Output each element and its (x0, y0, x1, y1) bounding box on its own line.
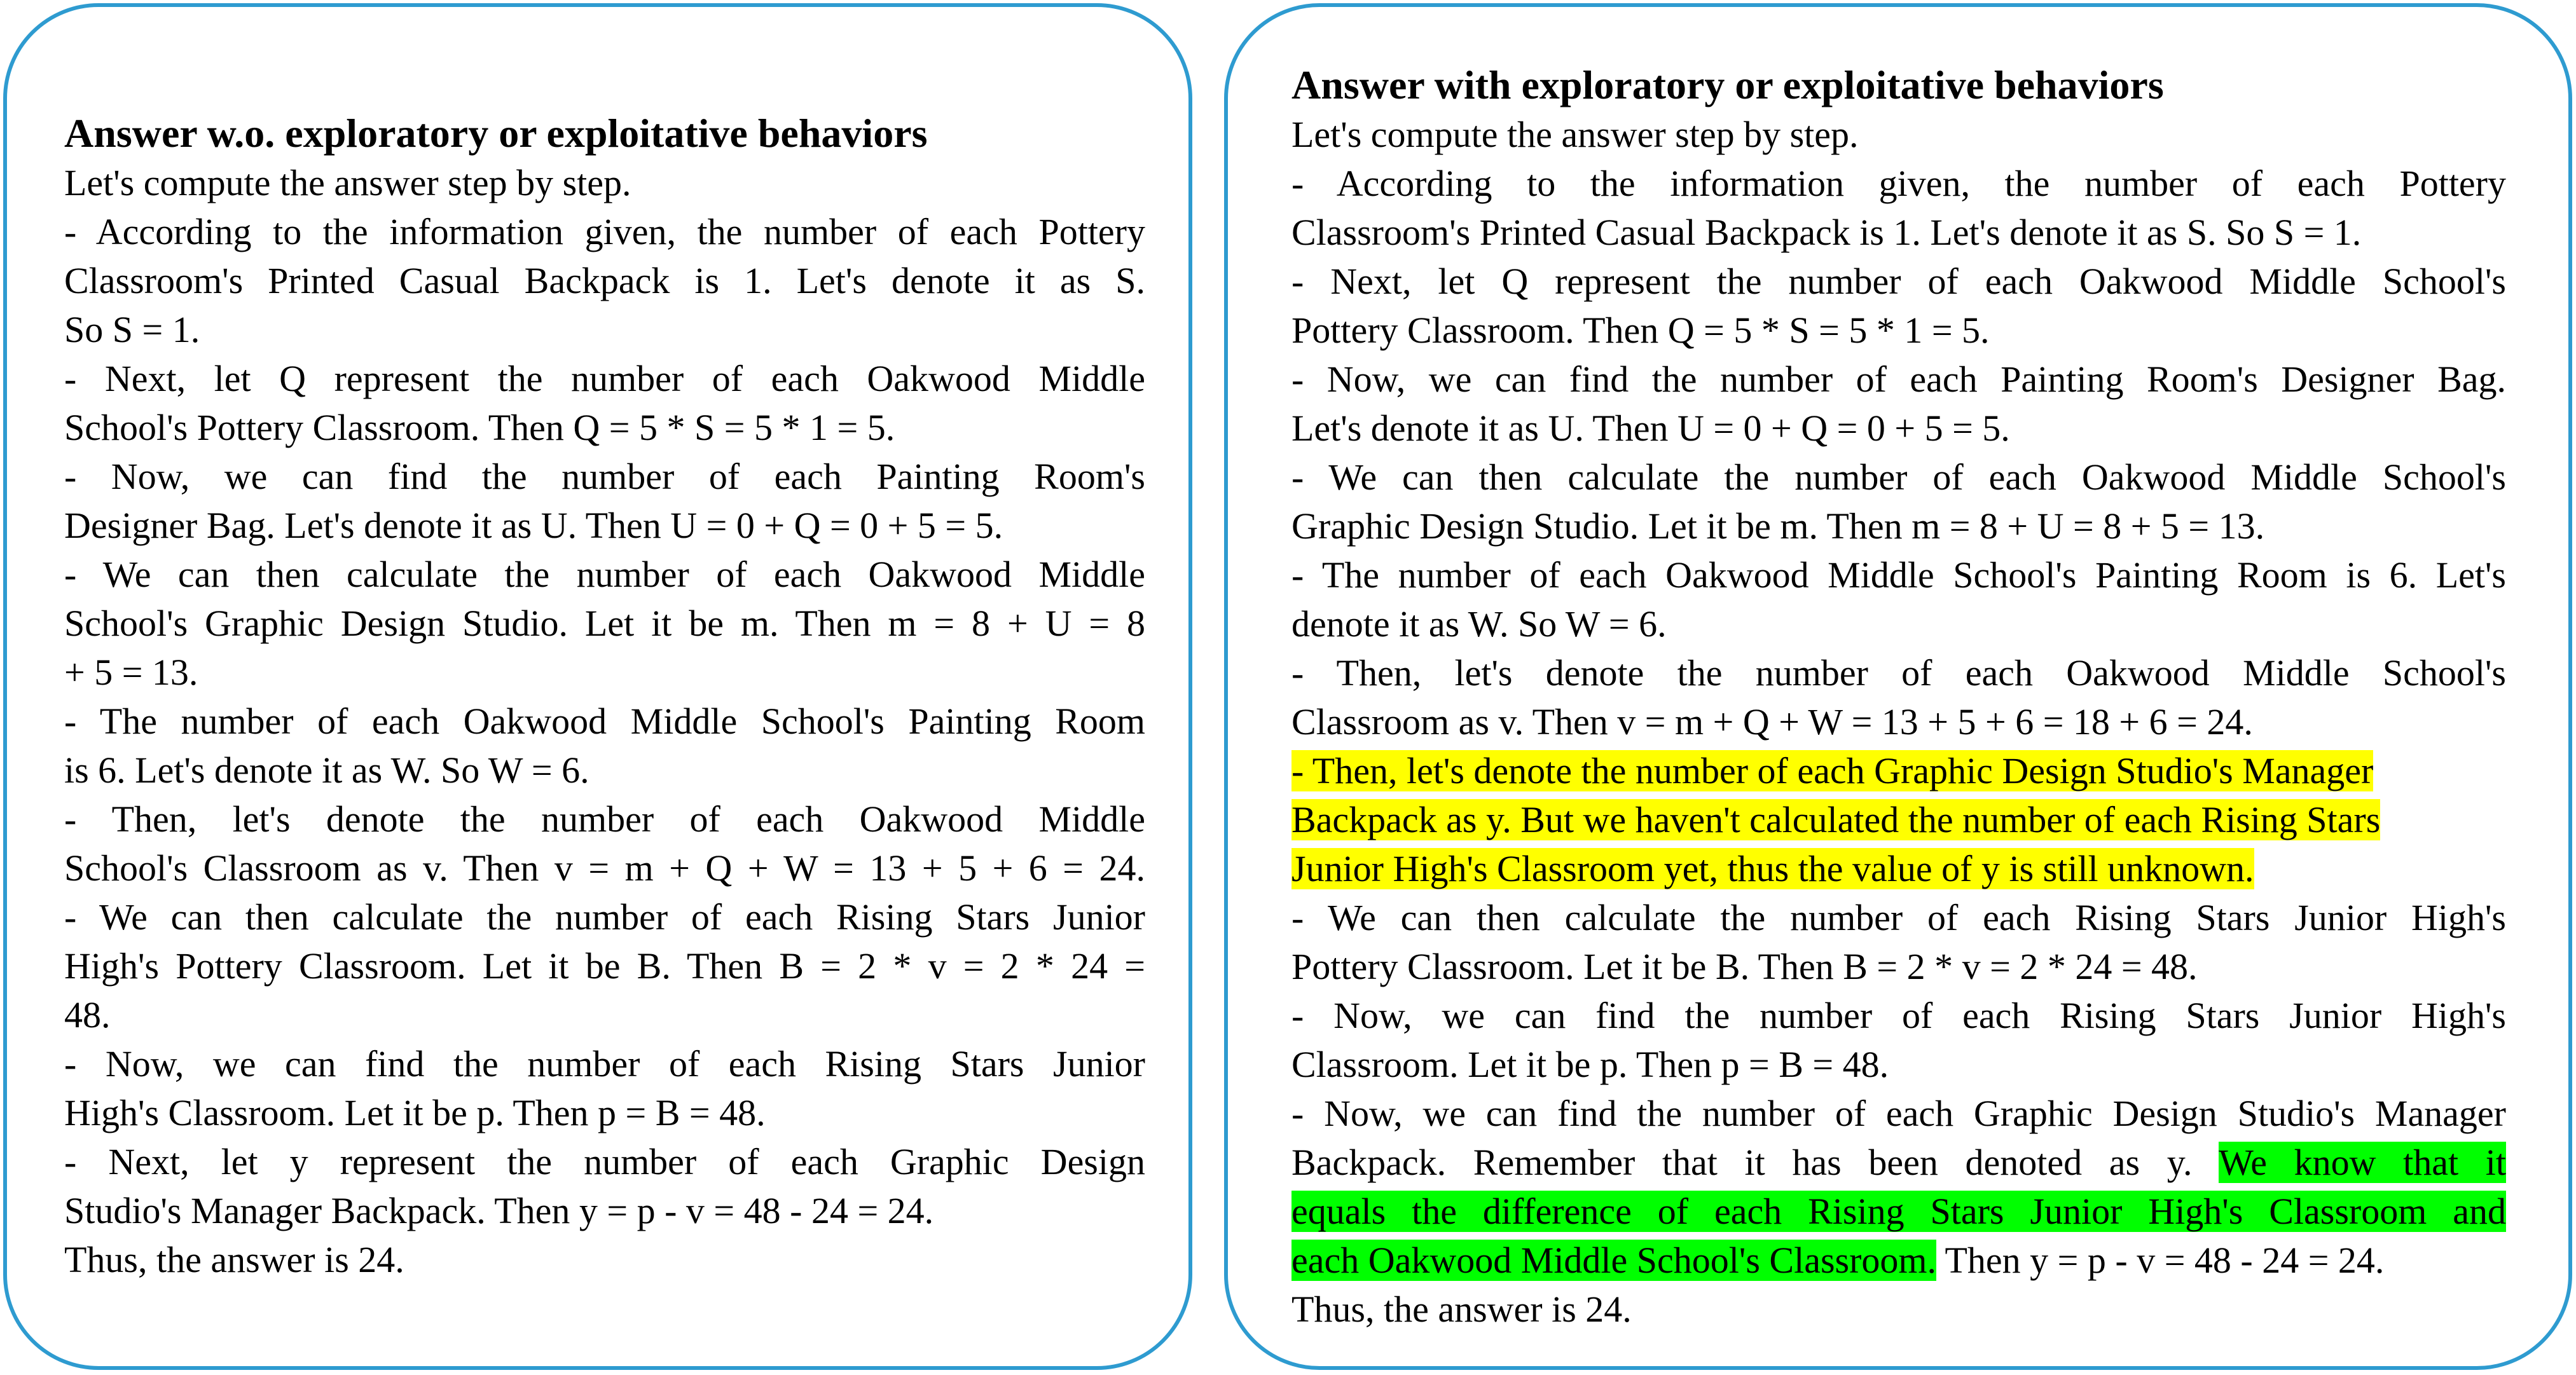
left-line-11: + 5 = 13. (64, 652, 198, 693)
left-line-15: School's Classroom as v. Then v = m + Q + W = 13 + 5 + 6 = 24. (64, 847, 1145, 889)
right-line-3: Classroom's Printed Casual Backpack is 1. Let's denote it as S. So S = 1. (1291, 212, 2362, 253)
right-line-11: denote it as W. So W = 6. (1291, 603, 1667, 645)
right-line-18: - Now, we can find the number of each Graphic Design Studio's Manager (1291, 1093, 2506, 1134)
right-panel-content (1291, 60, 2506, 1334)
right-answer-panel (1224, 3, 2572, 1370)
right-green-line (1291, 1187, 2506, 1236)
mixed-plain-text: Backpack. Remember that it has been denoted as y. (1291, 1142, 2219, 1183)
right-line-5: Pottery Classroom. Then Q = 5 * S = 5 * 1 = 5. (1291, 310, 1990, 351)
right-yellow-line-3 (1291, 844, 2506, 893)
left-line-22: Studio's Manager Backpack. Then y = p - v = 48 - 24 = 24. (64, 1190, 934, 1231)
left-line-7: - Now, we can find the number of each Painting Room's (64, 456, 1145, 497)
final-computation-text: Then y = p - v = 48 - 24 = 24. (1936, 1240, 2385, 1281)
yellow-highlight-text: Junior High's Classroom yet, thus the value of y is still unknown. (1291, 848, 2254, 889)
left-line-16: - We can then calculate the number of each Rising Stars Junior (64, 896, 1145, 938)
right-final-line: Thus, the answer is 24. (1291, 1289, 1632, 1330)
left-line-12: - The number of each Oakwood Middle School's Painting Room (64, 701, 1145, 742)
left-line-18: 48. (64, 994, 111, 1036)
right-yellow-line-2 (1291, 795, 2506, 844)
right-line-15: Pottery Classroom. Let it be B. Then B = 2 * v = 2 * 24 = 48. (1291, 946, 2198, 987)
left-line-14: - Then, let's denote the number of each Oakwood Middle (64, 798, 1145, 840)
left-line-21: - Next, let y represent the number of each Graphic Design (64, 1141, 1145, 1182)
left-line-6: School's Pottery Classroom. Then Q = 5 * S = 5 * 1 = 5. (64, 407, 895, 448)
right-panel-heading: Answer with exploratory or exploitative behaviors (1291, 62, 2164, 107)
left-line-5: - Next, let Q represent the number of each Oakwood Middle (64, 358, 1145, 399)
left-line-3: Classroom's Printed Casual Backpack is 1. Let's denote it as S. (64, 260, 1145, 301)
right-line-8: - We can then calculate the number of each Oakwood Middle School's (1291, 456, 2506, 498)
green-highlight-text: We know that it (2219, 1142, 2506, 1183)
left-answer-panel (3, 3, 1192, 1370)
right-line-16: - Now, we can find the number of each Rising Stars Junior High's (1291, 995, 2506, 1036)
right-mixed-line (1291, 1138, 2506, 1187)
left-line-8: Designer Bag. Let's denote it as U. Then U = 0 + Q = 0 + 5 = 5. (64, 505, 1003, 546)
left-line-4: So S = 1. (64, 309, 200, 350)
green-highlight-text: each Oakwood Middle School's Classroom. (1291, 1240, 1937, 1281)
yellow-highlight-text: - Then, let's denote the number of each Graphic Design Studio's Manager (1291, 750, 2374, 791)
left-line-17: High's Pottery Classroom. Let it be B. Then B = 2 * v = 2 * 24 = (64, 945, 1145, 987)
right-line-2: - According to the information given, the number of each Pottery (1291, 163, 2506, 204)
right-line-1: Let's compute the answer step by step. (1291, 114, 1859, 155)
right-line-6: - Now, we can find the number of each Painting Room's Designer Bag. (1291, 359, 2506, 400)
right-line-9: Graphic Design Studio. Let it be m. Then m = 8 + U = 8 + 5 = 13. (1291, 505, 2265, 547)
right-line-12: - Then, let's denote the number of each Oakwood Middle School's (1291, 652, 2506, 694)
right-yellow-line-1 (1291, 746, 2506, 795)
left-line-2: - According to the information given, the number of each Pottery (64, 211, 1145, 252)
left-line-13: is 6. Let's denote it as W. So W = 6. (64, 749, 589, 791)
right-line-10: - The number of each Oakwood Middle School's Painting Room is 6. Let's (1291, 554, 2506, 596)
left-line-23: Thus, the answer is 24. (64, 1239, 404, 1280)
right-line-14: - We can then calculate the number of each Rising Stars Junior High's (1291, 897, 2506, 938)
right-green-end-line (1291, 1236, 2506, 1285)
left-line-19: - Now, we can find the number of each Rising Stars Junior (64, 1043, 1145, 1084)
left-panel-content (64, 109, 1145, 1284)
yellow-highlight-text: Backpack as y. But we haven't calculated the number of each Rising Stars (1291, 799, 2381, 840)
green-highlight-text: equals the difference of each Rising Stars Junior High's Classroom and (1291, 1191, 2506, 1232)
right-line-13: Classroom as v. Then v = m + Q + W = 13 + 5 + 6 = 18 + 6 = 24. (1291, 701, 2253, 742)
left-line-9: - We can then calculate the number of each Oakwood Middle (64, 554, 1145, 595)
right-line-17: Classroom. Let it be p. Then p = B = 48. (1291, 1044, 1889, 1085)
left-line-10: School's Graphic Design Studio. Let it be m. Then m = 8 + U = 8 (64, 603, 1145, 644)
left-panel-heading: Answer w.o. exploratory or exploitative behaviors (64, 111, 928, 156)
left-line-1: Let's compute the answer step by step. (64, 162, 631, 203)
left-line-20: High's Classroom. Let it be p. Then p = B = 48. (64, 1092, 766, 1133)
right-line-4: - Next, let Q represent the number of each Oakwood Middle School's (1291, 261, 2506, 302)
right-line-7: Let's denote it as U. Then U = 0 + Q = 0 + 5 = 5. (1291, 407, 2010, 449)
